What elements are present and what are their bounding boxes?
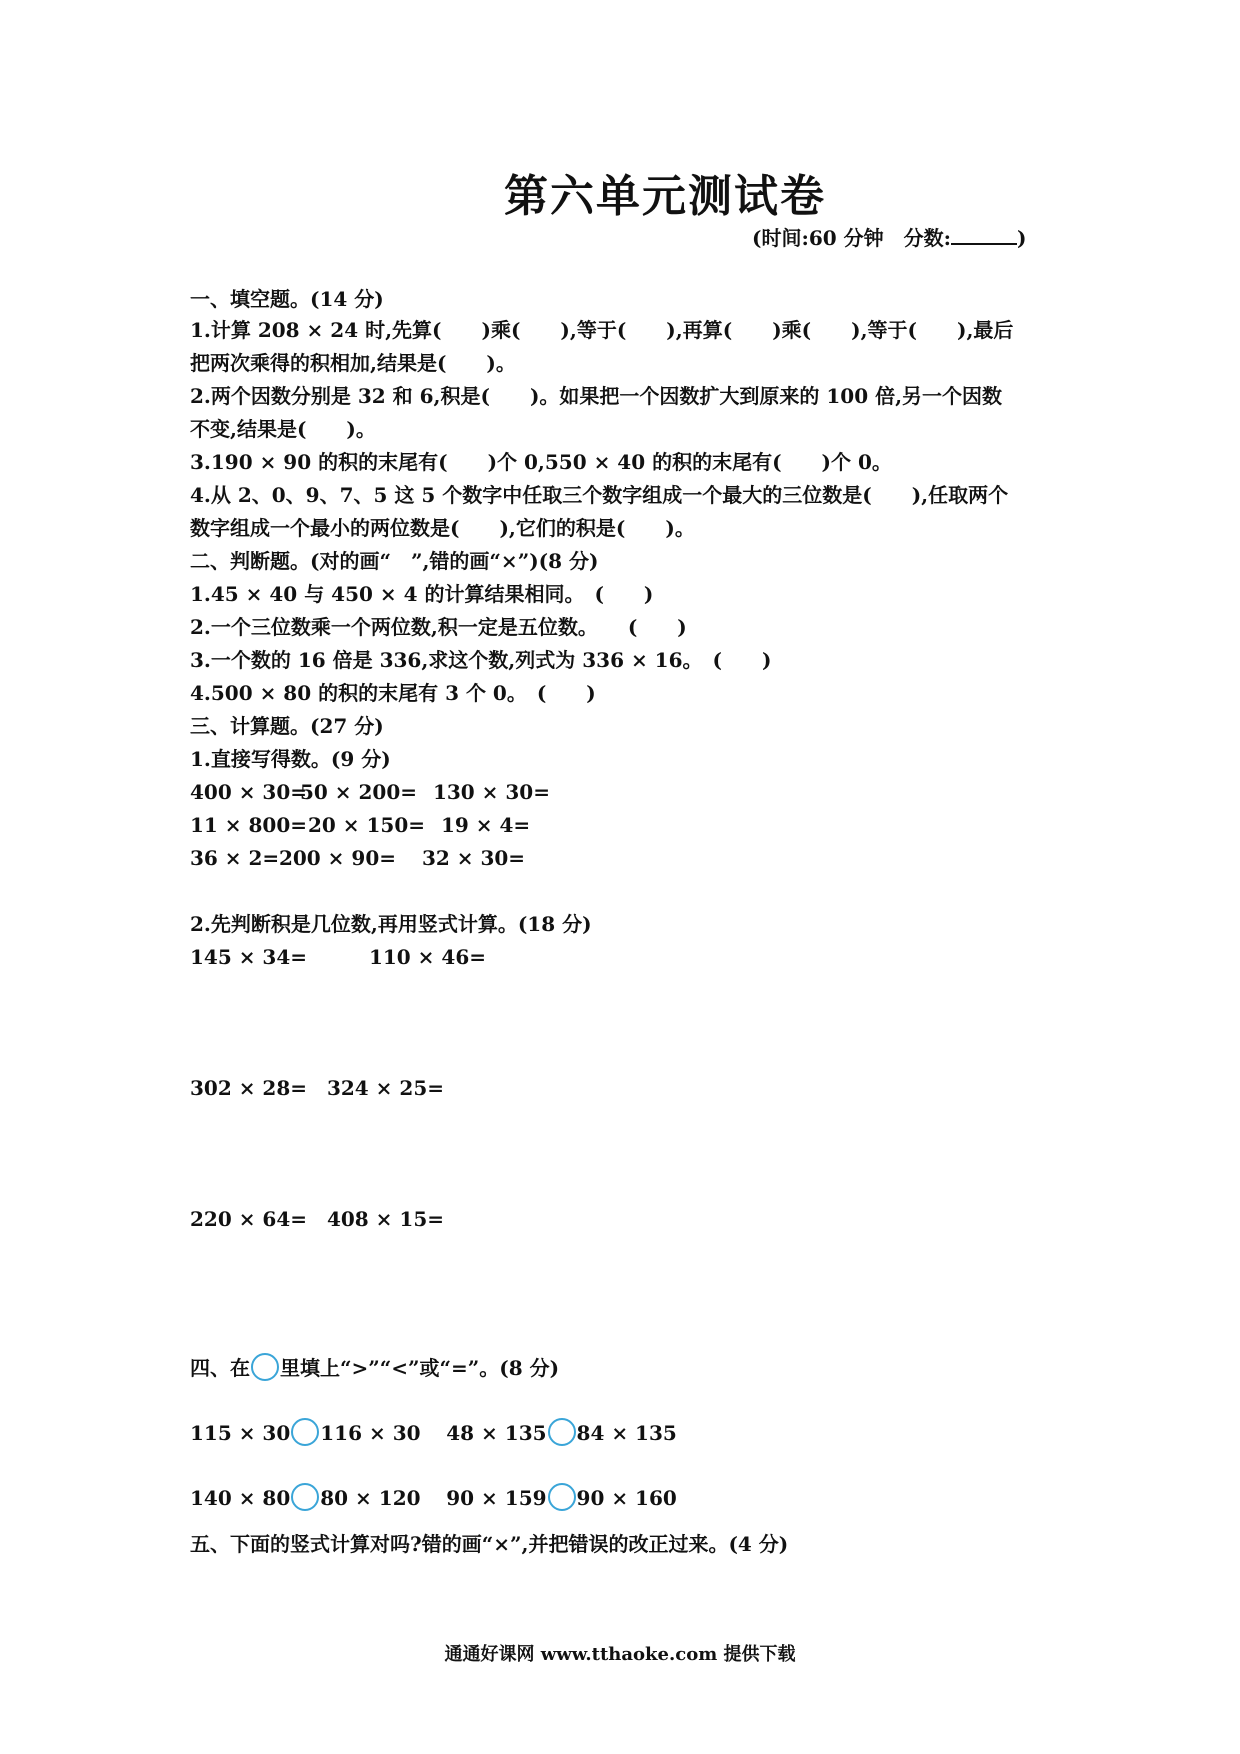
direct-calc-row xyxy=(190,780,550,804)
page-title: 第六单元测试卷 xyxy=(504,171,826,222)
vertical-calc-row xyxy=(190,1076,444,1100)
s3-part-2-heading: 2.先判断积是几位数,再用竖式计算。(18 分) xyxy=(190,912,592,936)
calc-item: 220 × 64= xyxy=(190,1207,308,1231)
direct-calc-row xyxy=(190,846,525,870)
calc-item: 32 × 30= xyxy=(421,846,526,870)
compare-circle[interactable] xyxy=(548,1418,576,1446)
compare-circle[interactable] xyxy=(548,1483,576,1511)
time-score-label: (时间:60 分钟 分数: xyxy=(752,226,952,250)
calc-item: 324 × 25= xyxy=(326,1076,444,1100)
compare-row xyxy=(190,1483,677,1511)
time-score-line xyxy=(752,222,1027,251)
section-2-heading: 二、判断题。(对的画“ ”,错的画“×”)(8 分) xyxy=(190,549,599,573)
calc-item: 50 × 200= xyxy=(299,780,417,804)
section-1-heading: 一、填空题。(14 分) xyxy=(190,287,384,311)
score-blank[interactable] xyxy=(951,225,1017,245)
compare-left: 90 × 159 xyxy=(446,1486,547,1510)
calc-item: 20 × 150= xyxy=(307,813,425,837)
compare-left: 140 × 80 xyxy=(190,1486,291,1510)
calc-item: 400 × 30= xyxy=(190,780,308,804)
q2-4-line: 4.500 × 80 的积的末尾有 3 个 0。 ( ) xyxy=(190,681,596,705)
compare-right: 84 × 135 xyxy=(576,1421,677,1445)
calc-item: 11 × 800= xyxy=(190,813,308,837)
compare-right: 90 × 160 xyxy=(576,1486,677,1510)
vertical-calc-row xyxy=(190,945,486,969)
q1-1-line-b: 把两次乘得的积相加,结果是( )。 xyxy=(190,351,516,375)
section-3-heading: 三、计算题。(27 分) xyxy=(190,714,384,738)
compare-left: 115 × 30 xyxy=(190,1421,291,1445)
calc-item: 19 × 4= xyxy=(440,813,531,837)
q2-2-line: 2.一个三位数乘一个两位数,积一定是五位数。 ( ) xyxy=(190,615,687,639)
q1-4-line-a: 4.从 2、0、9、7、5 这 5 个数字中任取三个数字组成一个最大的三位数是( ),任取两个 xyxy=(190,483,1009,507)
section-5-heading: 五、下面的竖式计算对吗?错的画“×”,并把错误的改正过来。(4 分) xyxy=(190,1532,789,1556)
q2-1-line: 1.45 × 40 与 450 × 4 的计算结果相同。 ( ) xyxy=(190,582,654,606)
q1-2-line-b: 不变,结果是( )。 xyxy=(190,417,376,441)
compare-circle[interactable] xyxy=(291,1418,319,1446)
time-score-close: ) xyxy=(1017,226,1027,250)
calc-item: 145 × 34= xyxy=(190,945,308,969)
compare-row xyxy=(190,1418,677,1446)
q1-3-line: 3.190 × 90 的积的末尾有( )个 0,550 × 40 的积的末尾有( )个 0。 xyxy=(190,450,892,474)
circle-icon xyxy=(251,1353,279,1381)
q2-3-line: 3.一个数的 16 倍是 336,求这个数,列式为 336 × 16。 ( ) xyxy=(190,648,772,672)
compare-left: 48 × 135 xyxy=(446,1421,547,1445)
section-4-heading xyxy=(190,1353,559,1381)
footer-credit: 通通好课网 www.tthaoke.com 提供下载 xyxy=(444,1644,796,1665)
s4-heading-start: 四、在 xyxy=(190,1356,250,1380)
s4-heading-end: 里填上“>”“<”或“=”。(8 分) xyxy=(280,1356,560,1380)
calc-item: 110 × 46= xyxy=(368,945,486,969)
calc-item: 36 × 2= xyxy=(190,846,280,870)
direct-calc-row xyxy=(190,813,530,837)
calc-item: 200 × 90= xyxy=(278,846,396,870)
s3-part-1-heading: 1.直接写得数。(9 分) xyxy=(190,747,391,771)
compare-right: 116 × 30 xyxy=(320,1421,421,1445)
calc-item: 130 × 30= xyxy=(432,780,550,804)
compare-right: 80 × 120 xyxy=(320,1486,421,1510)
compare-circle[interactable] xyxy=(291,1483,319,1511)
calc-item: 408 × 15= xyxy=(326,1207,444,1231)
q1-4-line-b: 数字组成一个最小的两位数是( ),它们的积是( )。 xyxy=(190,516,695,540)
q1-1-line-a: 1.计算 208 × 24 时,先算( )乘( ),等于( ),再算( )乘( ),等于( ),最后 xyxy=(190,318,1014,342)
calc-item: 302 × 28= xyxy=(190,1076,308,1100)
q1-2-line-a: 2.两个因数分别是 32 和 6,积是( )。如果把一个因数扩大到原来的 100 倍,另一个因数 xyxy=(190,384,1003,408)
vertical-calc-row xyxy=(190,1207,444,1231)
